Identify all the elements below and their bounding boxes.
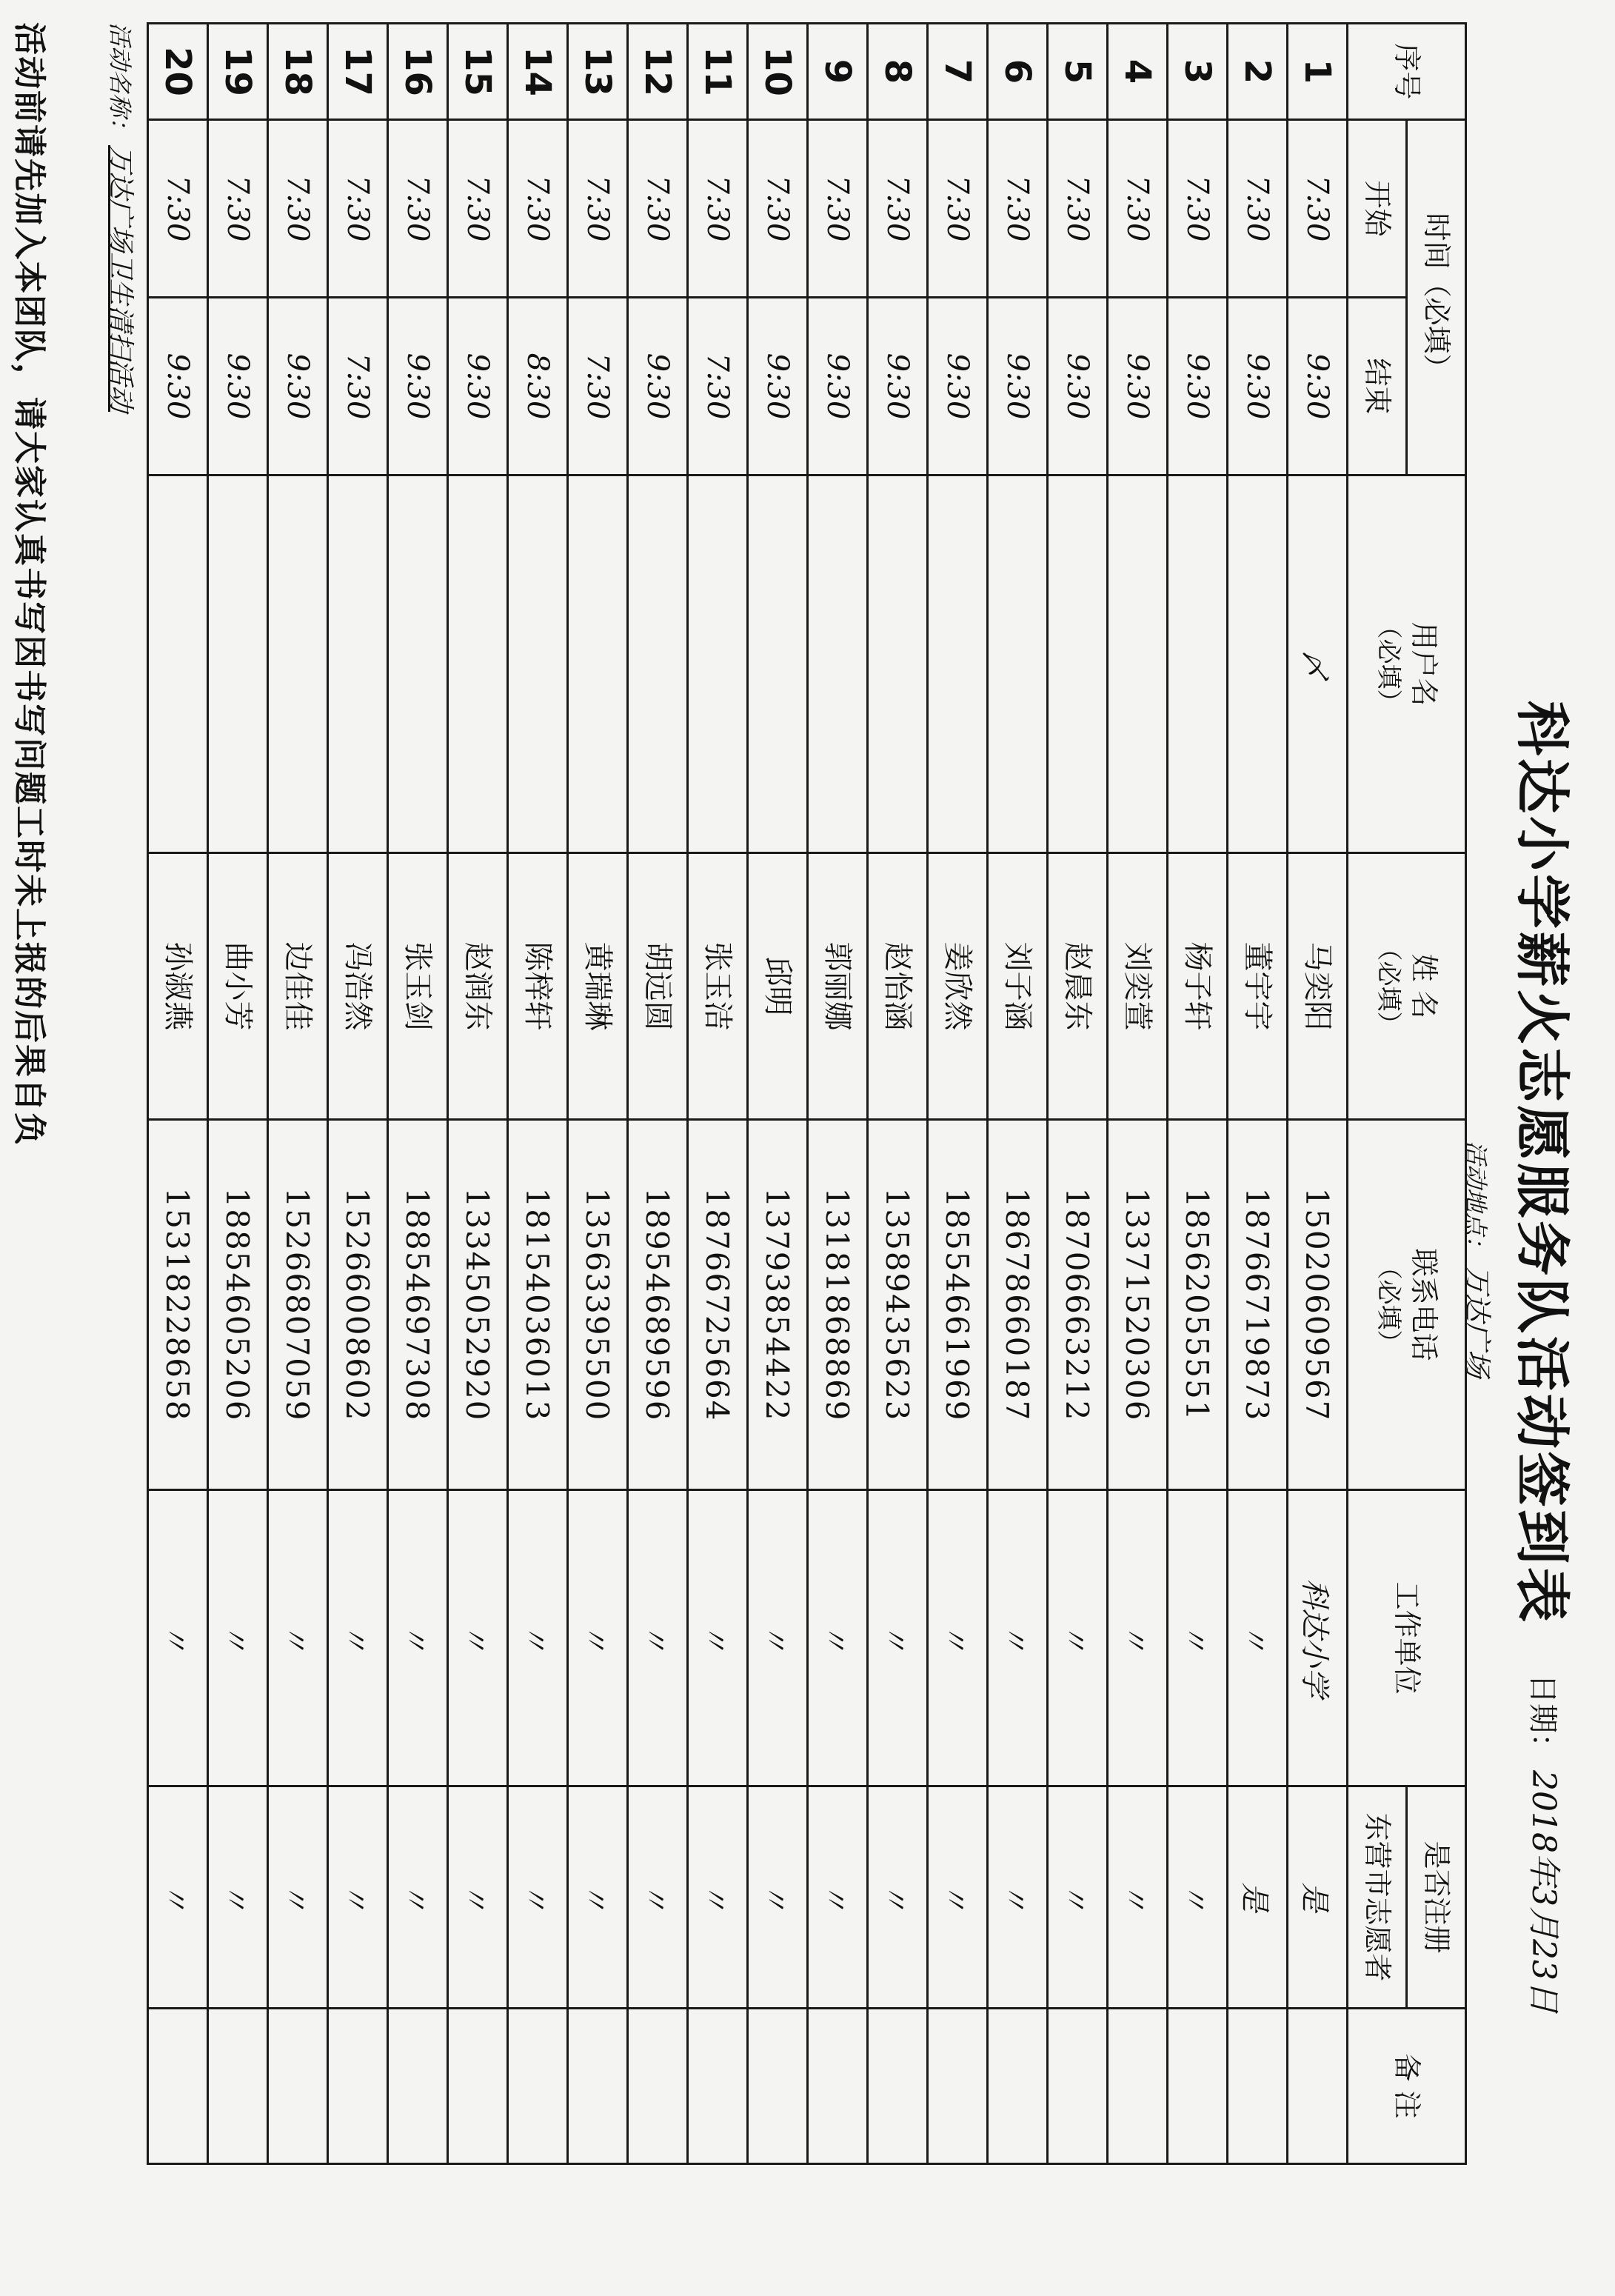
cell-seq: 14 xyxy=(508,24,568,120)
cell-start: 7:30 xyxy=(748,120,808,298)
cell-seq: 2 xyxy=(1228,24,1288,120)
cell-registered: 〃 xyxy=(208,1786,268,2009)
cell-seq: 7 xyxy=(928,24,988,120)
cell-unit: 〃 xyxy=(448,1490,508,1786)
cell-remark xyxy=(1168,2009,1228,2164)
cell-end: 9:30 xyxy=(1048,298,1108,475)
cell-start: 7:30 xyxy=(1288,120,1348,298)
cell-seq: 19 xyxy=(208,24,268,120)
footer-note: 活动前请先加入本团队，请大家认真书写因书写问题工时未上报的后果自负 xyxy=(10,22,48,1147)
cell-seq: 4 xyxy=(1108,24,1168,120)
cell-phone: 18766719873 xyxy=(1228,1120,1288,1490)
activity-field xyxy=(104,22,141,412)
cell-unit: 〃 xyxy=(328,1490,388,1786)
table-row xyxy=(928,24,988,2164)
cell-remark xyxy=(868,2009,928,2164)
cell-remark xyxy=(1108,2009,1168,2164)
cell-username xyxy=(448,475,508,853)
table-row xyxy=(268,24,328,2164)
cell-phone: 15266807059 xyxy=(268,1120,328,1490)
cell-remark xyxy=(328,2009,388,2164)
cell-unit: 〃 xyxy=(1048,1490,1108,1786)
cell-unit: 科达小学 xyxy=(1288,1490,1348,1786)
cell-unit: 〃 xyxy=(568,1490,628,1786)
cell-name: 赵晨东 xyxy=(1048,853,1108,1120)
table-body xyxy=(148,24,1348,2164)
cell-end: 9:30 xyxy=(448,298,508,475)
place-value: 万达广场 xyxy=(1461,1265,1494,1378)
cell-unit: 〃 xyxy=(208,1490,268,1786)
header-start: 开始 xyxy=(1348,120,1407,298)
header-registered-sub: 东营市志愿者 xyxy=(1348,1786,1407,2009)
date-label: 日期： xyxy=(1525,1674,1559,1763)
cell-start: 7:30 xyxy=(208,120,268,298)
cell-registered: 〃 xyxy=(988,1786,1048,2009)
cell-remark xyxy=(688,2009,748,2164)
cell-name: 黄瑞琳 xyxy=(568,853,628,1120)
cell-remark xyxy=(508,2009,568,2164)
table-row xyxy=(748,24,808,2164)
cell-end: 9:30 xyxy=(628,298,688,475)
cell-end: 9:30 xyxy=(988,298,1048,475)
cell-start: 7:30 xyxy=(268,120,328,298)
cell-registered: 〃 xyxy=(1168,1786,1228,2009)
cell-unit: 〃 xyxy=(508,1490,568,1786)
table-row xyxy=(448,24,508,2164)
cell-name: 张玉剑 xyxy=(388,853,448,1120)
cell-start: 7:30 xyxy=(148,120,208,298)
activity-value: 万达广场卫生清扫活动 xyxy=(105,145,136,413)
cell-unit: 〃 xyxy=(148,1490,208,1786)
cell-seq: 18 xyxy=(268,24,328,120)
cell-unit: 〃 xyxy=(268,1490,328,1786)
cell-unit: 〃 xyxy=(988,1490,1048,1786)
table-row xyxy=(208,24,268,2164)
cell-registered: 〃 xyxy=(388,1786,448,2009)
place-label: 活动地点： xyxy=(1462,1141,1490,1260)
cell-registered: 〃 xyxy=(148,1786,208,2009)
cell-end: 9:30 xyxy=(928,298,988,475)
cell-username xyxy=(148,475,208,853)
cell-registered: 〃 xyxy=(868,1786,928,2009)
cell-seq: 11 xyxy=(688,24,748,120)
header-username: 用户名 （必填） xyxy=(1348,475,1466,853)
table-row xyxy=(988,24,1048,2164)
cell-registered: 〃 xyxy=(628,1786,688,2009)
cell-seq: 16 xyxy=(388,24,448,120)
cell-registered: 〃 xyxy=(508,1786,568,2009)
cell-username xyxy=(328,475,388,853)
cell-phone: 18854697308 xyxy=(388,1120,448,1490)
table-row xyxy=(1288,24,1348,2164)
table-row xyxy=(328,24,388,2164)
cell-end: 7:30 xyxy=(688,298,748,475)
cell-name: 胡远圆 xyxy=(628,853,688,1120)
cell-registered: 是 xyxy=(1228,1786,1288,2009)
cell-remark xyxy=(568,2009,628,2164)
table-row xyxy=(808,24,868,2164)
cell-start: 7:30 xyxy=(448,120,508,298)
cell-end: 7:30 xyxy=(328,298,388,475)
table-row xyxy=(628,24,688,2164)
cell-seq: 9 xyxy=(808,24,868,120)
cell-start: 7:30 xyxy=(988,120,1048,298)
cell-name: 张玉洁 xyxy=(688,853,748,1120)
cell-registered: 〃 xyxy=(268,1786,328,2009)
date-value: 2018年3月23日 xyxy=(1525,1770,1562,2013)
cell-username xyxy=(388,475,448,853)
table-row xyxy=(688,24,748,2164)
cell-seq: 6 xyxy=(988,24,1048,120)
cell-end: 9:30 xyxy=(208,298,268,475)
cell-registered: 〃 xyxy=(1108,1786,1168,2009)
header-time: 时间（必填） xyxy=(1407,120,1466,475)
cell-name: 董宇宇 xyxy=(1228,853,1288,1120)
header-end: 结束 xyxy=(1348,298,1407,475)
cell-start: 7:30 xyxy=(1228,120,1288,298)
cell-remark xyxy=(628,2009,688,2164)
activity-label: 活动名称： xyxy=(106,22,134,141)
table-row xyxy=(1048,24,1108,2164)
cell-phone: 13371520306 xyxy=(1108,1120,1168,1490)
table-row xyxy=(868,24,928,2164)
cell-phone: 13793854422 xyxy=(748,1120,808,1490)
cell-remark xyxy=(1048,2009,1108,2164)
table-row xyxy=(1168,24,1228,2164)
cell-unit: 〃 xyxy=(808,1490,868,1786)
cell-name: 姜欣然 xyxy=(928,853,988,1120)
cell-name: 曲小芳 xyxy=(208,853,268,1120)
cell-start: 7:30 xyxy=(328,120,388,298)
header-unit: 工作单位 xyxy=(1348,1490,1466,1786)
cell-phone: 13345052920 xyxy=(448,1120,508,1490)
cell-unit: 〃 xyxy=(868,1490,928,1786)
cell-username xyxy=(1048,475,1108,853)
cell-remark xyxy=(808,2009,868,2164)
cell-end: 9:30 xyxy=(268,298,328,475)
cell-unit: 〃 xyxy=(928,1490,988,1786)
cell-remark xyxy=(208,2009,268,2164)
cell-end: 9:30 xyxy=(1168,298,1228,475)
cell-remark xyxy=(1228,2009,1288,2164)
cell-username xyxy=(568,475,628,853)
cell-username xyxy=(808,475,868,853)
cell-username xyxy=(988,475,1048,853)
cell-start: 7:30 xyxy=(868,120,928,298)
cell-phone: 15266008602 xyxy=(328,1120,388,1490)
cell-registered: 〃 xyxy=(928,1786,988,2009)
header-name: 姓 名 （必填） xyxy=(1348,853,1466,1120)
cell-username xyxy=(628,475,688,853)
cell-username xyxy=(1168,475,1228,853)
cell-start: 7:30 xyxy=(1108,120,1168,298)
cell-end: 9:30 xyxy=(1288,298,1348,475)
cell-name: 陈梓轩 xyxy=(508,853,568,1120)
table-row xyxy=(1108,24,1168,2164)
cell-name: 刘子涵 xyxy=(988,853,1048,1120)
header-seq: 序号 xyxy=(1348,24,1466,120)
cell-end: 9:30 xyxy=(748,298,808,475)
cell-name: 刘奕萱 xyxy=(1108,853,1168,1120)
cell-phone: 18562055551 xyxy=(1168,1120,1228,1490)
cell-seq: 5 xyxy=(1048,24,1108,120)
cell-remark xyxy=(748,2009,808,2164)
cell-remark xyxy=(268,2009,328,2164)
cell-start: 7:30 xyxy=(688,120,748,298)
cell-registered: 〃 xyxy=(808,1786,868,2009)
cell-seq: 17 xyxy=(328,24,388,120)
cell-name: 边佳佳 xyxy=(268,853,328,1120)
cell-phone: 15020609567 xyxy=(1288,1120,1348,1490)
cell-seq: 20 xyxy=(148,24,208,120)
cell-remark xyxy=(148,2009,208,2164)
cell-username: 〆 xyxy=(1288,475,1348,853)
cell-end: 9:30 xyxy=(148,298,208,475)
cell-start: 7:30 xyxy=(568,120,628,298)
cell-registered: 〃 xyxy=(568,1786,628,2009)
cell-end: 9:30 xyxy=(1108,298,1168,475)
date-field xyxy=(1523,1674,1571,2020)
cell-phone: 18954689596 xyxy=(628,1120,688,1490)
table-row xyxy=(1228,24,1288,2164)
cell-username xyxy=(868,475,928,853)
table-row xyxy=(508,24,568,2164)
cell-end: 9:30 xyxy=(808,298,868,475)
cell-phone: 18706663212 xyxy=(1048,1120,1108,1490)
table-row xyxy=(568,24,628,2164)
cell-username xyxy=(688,475,748,853)
cell-end: 7:30 xyxy=(568,298,628,475)
cell-registered: 〃 xyxy=(688,1786,748,2009)
cell-seq: 15 xyxy=(448,24,508,120)
cell-unit: 〃 xyxy=(1168,1490,1228,1786)
cell-name: 马奕阳 xyxy=(1288,853,1348,1120)
cell-name: 冯浩然 xyxy=(328,853,388,1120)
cell-start: 7:30 xyxy=(388,120,448,298)
cell-start: 7:30 xyxy=(928,120,988,298)
cell-phone: 13181868869 xyxy=(808,1120,868,1490)
cell-name: 赵润东 xyxy=(448,853,508,1120)
cell-username xyxy=(208,475,268,853)
cell-username xyxy=(928,475,988,853)
cell-start: 7:30 xyxy=(1168,120,1228,298)
cell-registered: 是 xyxy=(1288,1786,1348,2009)
cell-end: 9:30 xyxy=(388,298,448,475)
cell-registered: 〃 xyxy=(448,1786,508,2009)
cell-remark xyxy=(988,2009,1048,2164)
cell-remark xyxy=(448,2009,508,2164)
header-remark: 备 注 xyxy=(1348,2009,1466,2164)
cell-username xyxy=(1108,475,1168,853)
cell-seq: 3 xyxy=(1168,24,1228,120)
cell-end: 8:30 xyxy=(508,298,568,475)
cell-registered: 〃 xyxy=(1048,1786,1108,2009)
cell-unit: 〃 xyxy=(388,1490,448,1786)
cell-phone: 18854605206 xyxy=(208,1120,268,1490)
cell-end: 9:30 xyxy=(868,298,928,475)
cell-name: 孙淑燕 xyxy=(148,853,208,1120)
cell-phone: 15318228658 xyxy=(148,1120,208,1490)
cell-name: 邱明 xyxy=(748,853,808,1120)
cell-start: 7:30 xyxy=(808,120,868,298)
cell-remark xyxy=(928,2009,988,2164)
cell-seq: 10 xyxy=(748,24,808,120)
header-registered: 是否注册 xyxy=(1407,1786,1466,2009)
table-row xyxy=(388,24,448,2164)
cell-end: 9:30 xyxy=(1228,298,1288,475)
cell-start: 7:30 xyxy=(628,120,688,298)
cell-seq: 8 xyxy=(868,24,928,120)
cell-unit: 〃 xyxy=(688,1490,748,1786)
signin-table xyxy=(147,22,1467,2165)
cell-registered: 〃 xyxy=(328,1786,388,2009)
cell-name: 杨子轩 xyxy=(1168,853,1228,1120)
cell-remark xyxy=(388,2009,448,2164)
cell-phone: 13563395500 xyxy=(568,1120,628,1490)
cell-username xyxy=(748,475,808,853)
cell-unit: 〃 xyxy=(1108,1490,1168,1786)
cell-start: 7:30 xyxy=(1048,120,1108,298)
cell-remark xyxy=(1288,2009,1348,2164)
cell-unit: 〃 xyxy=(1228,1490,1288,1786)
cell-seq: 12 xyxy=(628,24,688,120)
cell-name: 赵怡涵 xyxy=(868,853,928,1120)
header-phone: 联系电话 （必填） xyxy=(1348,1120,1466,1490)
cell-phone: 18766725664 xyxy=(688,1120,748,1490)
cell-phone: 18678660187 xyxy=(988,1120,1048,1490)
cell-phone: 18554661969 xyxy=(928,1120,988,1490)
sheet-title: 科达小学薪火志愿服务队活动签到表 xyxy=(1510,701,1574,1625)
cell-username xyxy=(508,475,568,853)
cell-seq: 1 xyxy=(1288,24,1348,120)
cell-unit: 〃 xyxy=(748,1490,808,1786)
cell-name: 郭丽娜 xyxy=(808,853,868,1120)
cell-start: 7:30 xyxy=(508,120,568,298)
cell-phone: 13589435623 xyxy=(868,1120,928,1490)
cell-registered: 〃 xyxy=(748,1786,808,2009)
table-row xyxy=(148,24,208,2164)
cell-seq: 13 xyxy=(568,24,628,120)
cell-username xyxy=(1228,475,1288,853)
cell-unit: 〃 xyxy=(628,1490,688,1786)
cell-phone: 18154036013 xyxy=(508,1120,568,1490)
cell-username xyxy=(268,475,328,853)
